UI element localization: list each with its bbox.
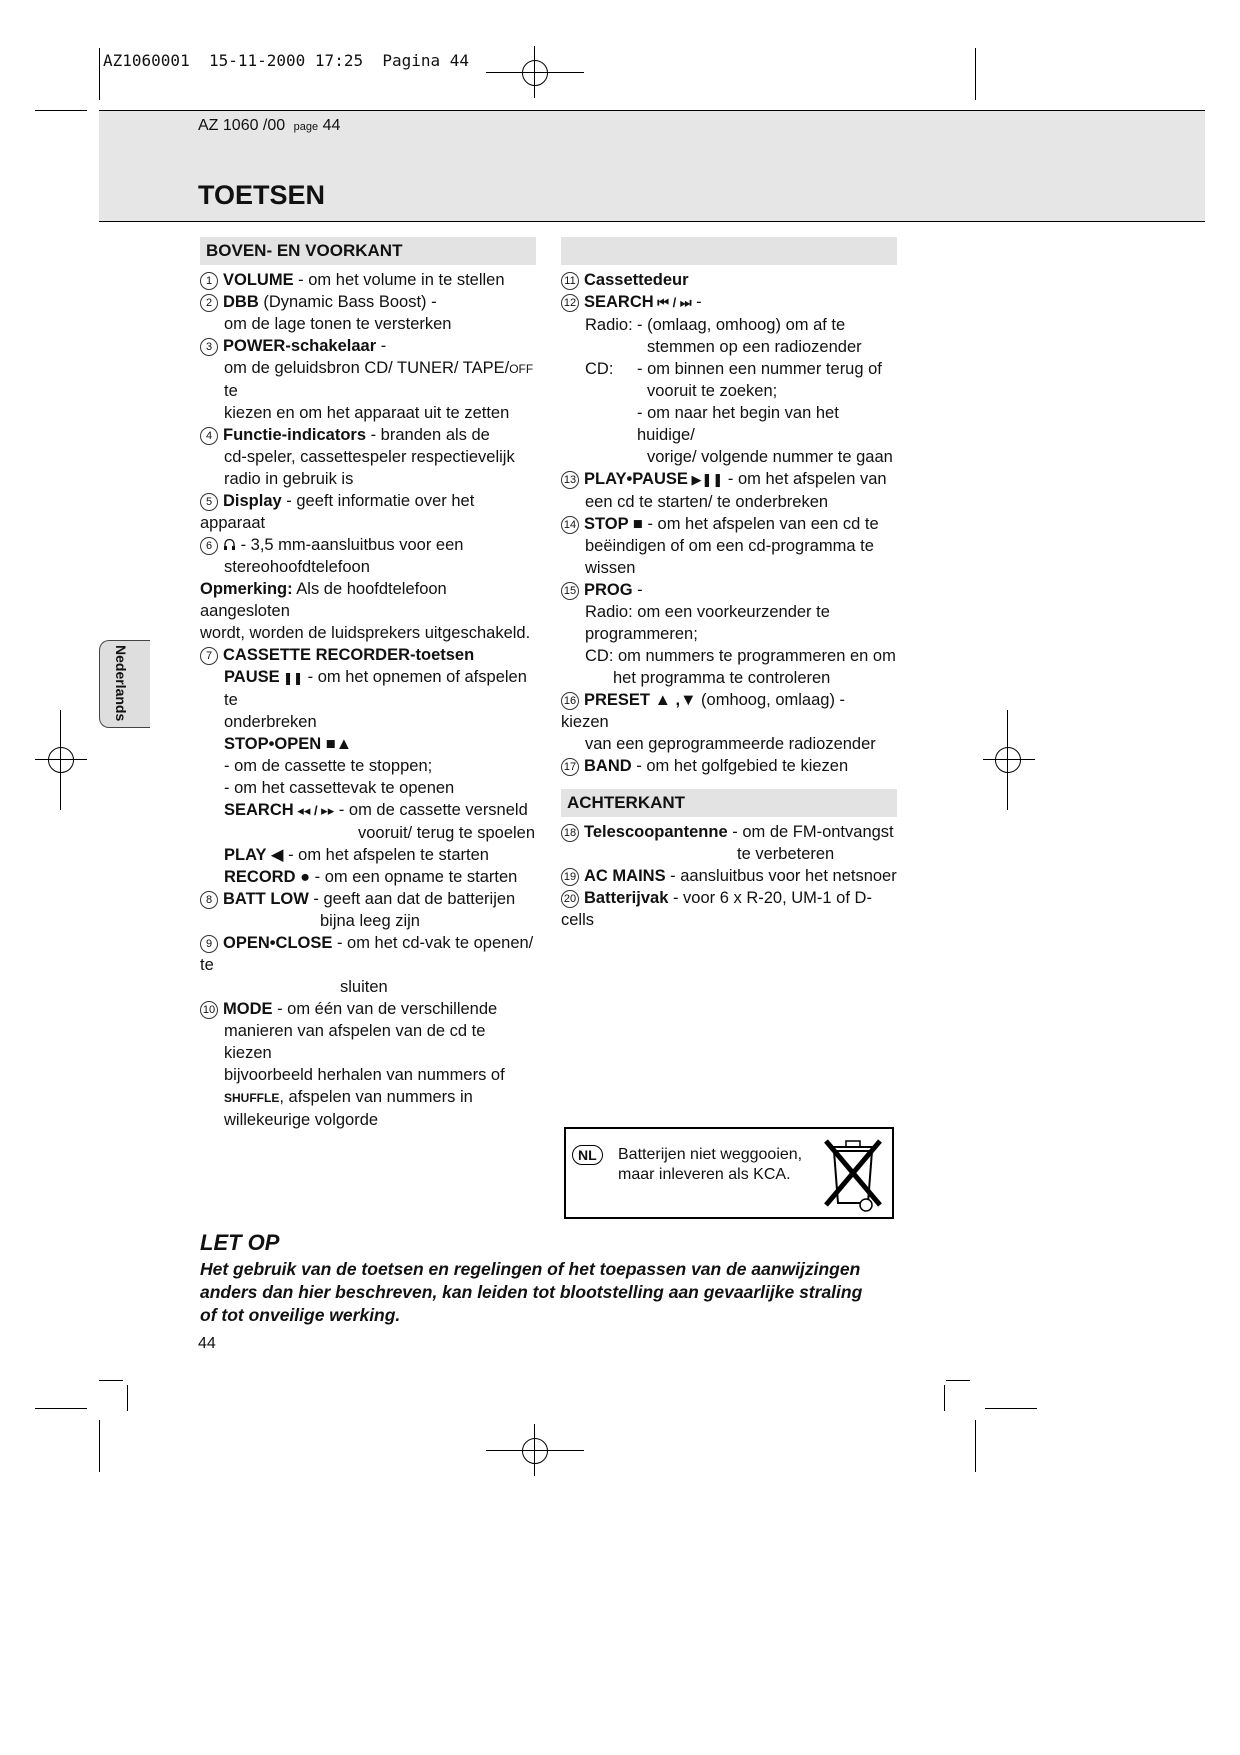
item-number: 7 xyxy=(200,647,218,665)
list-item-text: - om naar het begin van het huidige/ xyxy=(637,404,839,444)
item-number: 16 xyxy=(561,692,579,710)
item-number: 2 xyxy=(200,294,218,312)
item-number: 3 xyxy=(200,338,218,356)
list-item-text: SEARCH ◂◂ / ▸▸ - om de cassette versneld xyxy=(224,801,528,819)
list-item: 18 Telescoopantenne - om de FM-ontvangst xyxy=(561,821,897,843)
list-item: 5 Display - geeft informatie over het apparaat xyxy=(200,492,475,532)
page-title: TOETSEN xyxy=(198,180,326,210)
list-item-text: vooruit te zoeken; xyxy=(647,382,778,400)
list-item: 10 MODE - om één van de verschillende xyxy=(200,998,536,1020)
note: Opmerking: Als de hoofdtelefoon aangesloten xyxy=(200,580,447,620)
list-item: 4 Functie-indicators - branden als de xyxy=(200,424,536,446)
section-heading-front: BOVEN- EN VOORKANT xyxy=(200,237,536,265)
list-item: 14 STOP ■ - om het afspelen van een cd te xyxy=(561,513,897,535)
list-item-text: - om het cassettevak te openen xyxy=(224,779,455,797)
list-item-text: Radio: om een voorkeurzender te xyxy=(585,603,830,621)
list-item-text: PAUSE ❚❚ - om het opnemen of afspelen te xyxy=(224,668,527,709)
warning-title: LET OP xyxy=(200,1230,280,1255)
doc-code xyxy=(198,117,340,135)
list-item-text: CD: - om binnen een nummer terug of xyxy=(585,360,882,378)
list-item: 15 PROG - xyxy=(561,579,897,601)
headphones-icon xyxy=(223,538,236,551)
language-tab xyxy=(99,640,150,728)
list-item-text: te verbeteren xyxy=(737,845,835,863)
list-item-text: beëindigen of om een cd-programma te xyxy=(585,537,874,555)
item-number: 1 xyxy=(200,272,218,290)
section-heading-blank xyxy=(561,237,897,265)
item-number: 19 xyxy=(561,868,579,886)
list-item-text: om de lage tonen te versterken xyxy=(224,315,452,333)
list-item-text: sluiten xyxy=(340,978,388,996)
item-number: 8 xyxy=(200,891,218,909)
list-item: 13 PLAY•PAUSE ▶❚❚ - om het afspelen van xyxy=(561,468,897,491)
item-number: 12 xyxy=(561,294,579,312)
language-tab-label: Nederlands xyxy=(113,645,129,722)
list-item-text: van een geprogrammeerde radiozender xyxy=(585,735,876,753)
item-number: 20 xyxy=(561,890,579,908)
list-item-text: een cd te starten/ te onderbreken xyxy=(585,493,829,511)
list-item-text: PLAY ◀ - om het afspelen te starten xyxy=(224,846,489,864)
list-item: 19 AC MAINS - aansluitbus voor het netsnoer xyxy=(561,865,897,887)
list-item-text: programmeren; xyxy=(585,625,698,643)
list-item-text: vooruit/ terug te spoelen xyxy=(358,824,536,842)
list-item-text: stemmen op een radiozender xyxy=(647,338,862,356)
item-number: 5 xyxy=(200,493,218,511)
right-column xyxy=(561,237,897,931)
note-text: wordt, worden de luidsprekers uitgeschakeld. xyxy=(200,624,531,642)
item-number: 17 xyxy=(561,758,579,776)
item-number: 14 xyxy=(561,516,579,534)
list-item: 17 BAND - om het golfgebied te kiezen xyxy=(561,755,897,777)
list-item-text: SHUFFLE, afspelen van nummers in xyxy=(224,1088,473,1106)
battery-notice-line: maar inleveren als KCA. xyxy=(618,1166,791,1183)
doc-page-word: page xyxy=(293,121,319,133)
list-item-text: stereohoofdtelefoon xyxy=(224,558,370,576)
list-item-text: het programma te controleren xyxy=(613,669,831,687)
section-heading-back: ACHTERKANT xyxy=(561,789,897,817)
item-number: 4 xyxy=(200,427,218,445)
item-number: 15 xyxy=(561,582,579,600)
print-header: AZ1060001 15-11-2000 17:25 Pagina 44 xyxy=(103,51,470,70)
item-number: 9 xyxy=(200,935,218,953)
list-item: 20 Batterijvak - voor 6 x R-20, UM-1 of D-cells xyxy=(561,889,872,929)
list-item: 6 - 3,5 mm-aansluitbus voor een xyxy=(200,534,536,556)
list-item-text: RECORD ● - om een opname te starten xyxy=(224,868,518,886)
crossed-bin-icon xyxy=(820,1133,886,1213)
list-item-text: STOP•OPEN ■▲ xyxy=(224,735,353,753)
left-column xyxy=(200,237,536,1131)
list-item: 11 Cassettedeur xyxy=(561,269,897,291)
item-number: 11 xyxy=(561,272,579,290)
warning-line: of tot onveilige werking. xyxy=(200,1305,401,1325)
list-item: 12 SEARCH ⏮ / ⏭ - xyxy=(561,291,897,314)
list-item-text: CD: om nummers te programmeren en om xyxy=(585,647,896,665)
nl-badge: NL xyxy=(572,1145,603,1165)
list-item-text: cd-speler, cassettespeler respectievelijk xyxy=(224,448,515,466)
warning-text xyxy=(200,1258,920,1327)
list-item-text: Radio: - (omlaag, omhoog) om af te xyxy=(585,316,846,334)
list-item: 1 VOLUME - om het volume in te stellen xyxy=(200,269,536,291)
doc-page-number: 44 xyxy=(322,117,341,134)
list-item: 2 DBB (Dynamic Bass Boost) - xyxy=(200,291,536,313)
list-item: 7 CASSETTE RECORDER-toetsen xyxy=(200,644,536,666)
list-item-text: - om de cassette te stoppen; xyxy=(224,757,433,775)
page-number: 44 xyxy=(198,1335,216,1352)
list-item-text: wissen xyxy=(585,559,636,577)
list-item: 9 OPEN•CLOSE - om het cd-vak te openen/ te xyxy=(200,934,534,974)
list-item-text: kiezen en om het apparaat uit te zetten xyxy=(224,404,510,422)
warning-line: anders dan hier beschreven, kan leiden tot blootstelling aan gevaarlijke straling xyxy=(200,1282,863,1302)
list-item-text: radio in gebruik is xyxy=(224,470,354,488)
item-number: 13 xyxy=(561,471,579,489)
list-item: 8 BATT LOW - geeft aan dat de batterijen xyxy=(200,888,536,910)
battery-notice-line: Batterijen niet weggooien, xyxy=(618,1146,803,1163)
list-item-text: onderbreken xyxy=(224,713,317,731)
item-number: 6 xyxy=(200,537,218,555)
list-item-text: om de geluidsbron CD/ TUNER/ TAPE/OFF te xyxy=(224,359,534,400)
battery-notice-text xyxy=(618,1145,802,1185)
list-item-text: bijvoorbeeld herhalen van nummers of xyxy=(224,1066,505,1084)
list-item: 3 POWER-schakelaar - xyxy=(200,335,536,357)
list-item-text: willekeurige volgorde xyxy=(224,1111,379,1129)
list-item-text: bijna leeg zijn xyxy=(320,912,420,930)
list-item: 16 PRESET ▲ ,▼ (omhoog, omlaag) - kiezen xyxy=(561,691,846,731)
battery-notice-box xyxy=(564,1127,894,1219)
item-number: 10 xyxy=(200,1001,218,1019)
list-item-text: manieren van afspelen van de cd te kiezen xyxy=(224,1022,486,1062)
item-number: 18 xyxy=(561,824,579,842)
warning-line: Het gebruik van de toetsen en regelingen of het toepassen van de aanwijzingen xyxy=(200,1259,861,1279)
list-item-text: vorige/ volgende nummer te gaan xyxy=(647,448,893,466)
doc-code-text: AZ 1060 /00 xyxy=(198,117,286,134)
